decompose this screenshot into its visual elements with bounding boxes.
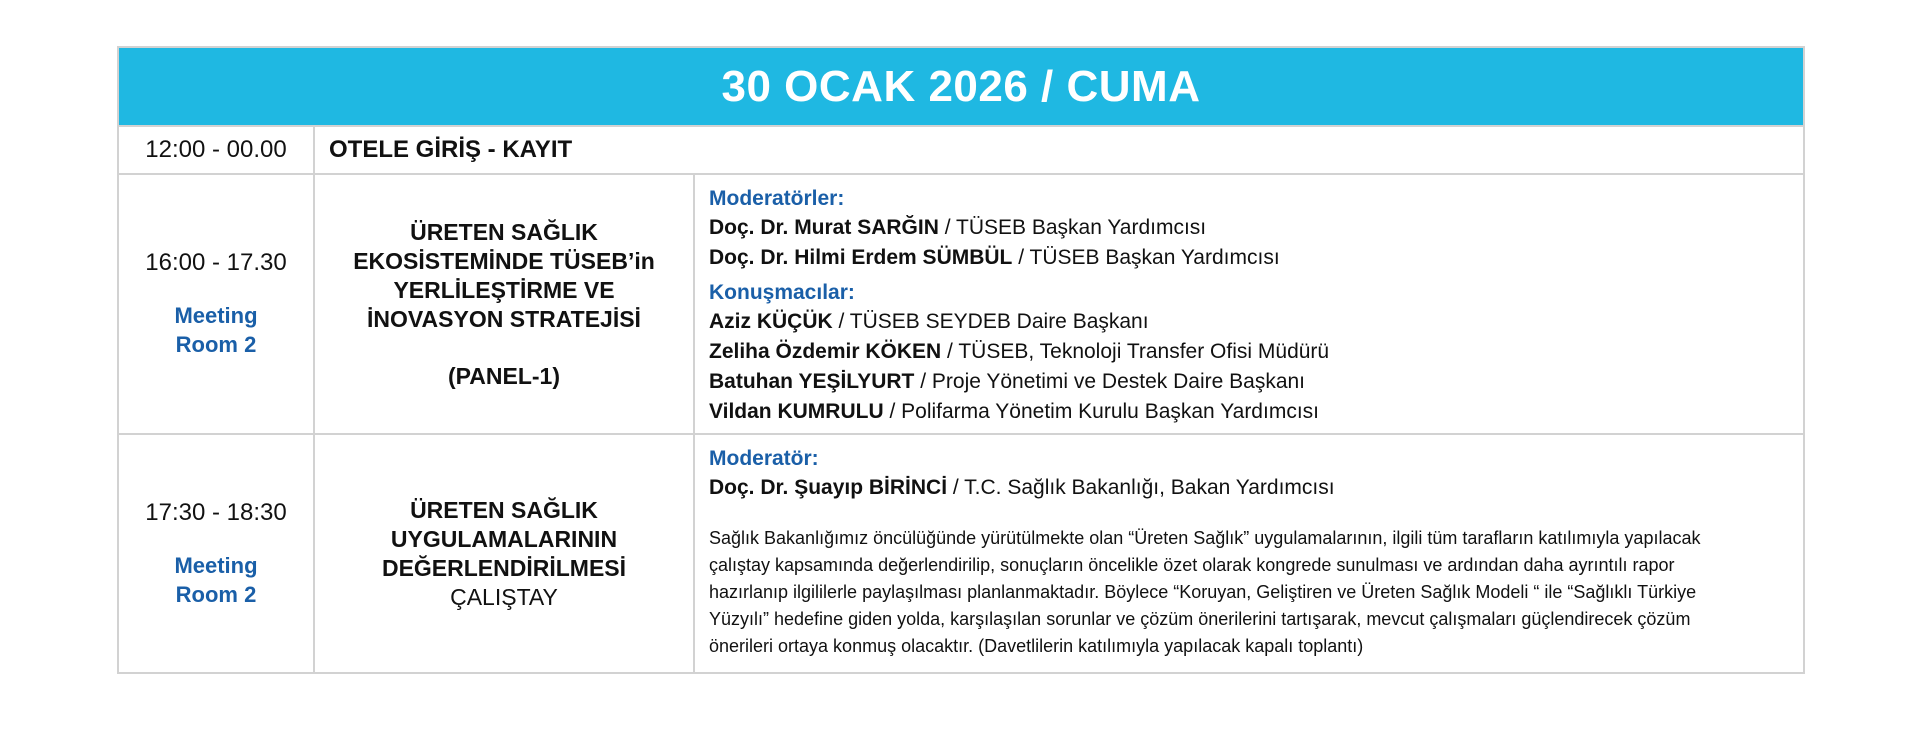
schedule-row-panel bbox=[119, 173, 1803, 433]
moderator-entry: Doç. Dr. Şuayıp BİRİNCİ / T.C. Sağlık Bakanlığı, Bakan Yardımcısı bbox=[709, 476, 1335, 499]
room-label: Meeting Room 2 bbox=[174, 303, 258, 357]
time-cell bbox=[119, 435, 315, 672]
session-subtitle: ÇALIŞTAY bbox=[450, 583, 558, 610]
session-title: ÜRETEN SAĞLIK EKOSİSTEMİNDE TÜSEB’in YERLİLEŞTİRME VE İNOVASYON STRATEJİSİ bbox=[353, 219, 655, 332]
schedule-row-registration bbox=[119, 125, 1803, 173]
session-title-cell bbox=[315, 175, 695, 433]
room-label: Meeting Room 2 bbox=[174, 552, 258, 607]
moderator-label: Moderatör: bbox=[709, 447, 819, 470]
schedule-table bbox=[117, 46, 1805, 674]
speaker-entry: Aziz KÜÇÜK / TÜSEB SEYDEB Daire Başkanı bbox=[709, 310, 1149, 333]
participants-cell bbox=[695, 175, 1803, 433]
speaker-entry: Vildan KUMRULU / Polifarma Yönetim Kurulu Başkan Yardımcısı bbox=[709, 400, 1319, 423]
speakers-label: Konuşmacılar: bbox=[709, 281, 855, 304]
time-slot: 16:00 - 17.30 bbox=[145, 249, 287, 276]
date-header: 30 OCAK 2026 / CUMA bbox=[119, 48, 1803, 125]
session-description: Sağlık Bakanlığımız öncülüğünde yürütülmekte olan “Üreten Sağlık” uygulamalarının, ilgili tüm tarafların katılımıyla yapılacak çalıştay kapsamında değerlendirilip, sonuçların öncelikle özet olarak kongrede sunulması ve ardından daha ayrıntılı rapor hazırlanıp ilgililerle paylaşılması planlanmaktadır. Böylece “Koruyan, Geliştiren ve Üreten Sağlık Modeli “ ile “Sağlıklı Türkiye Yüzyılı” hedefine giden yolda, karşılaşılan sorunlar ve çözüm önerilerini tartışarak, mevcut çalışmaları güçlendirecek çözüm önerileri ortaya konmuş olacaktır. (Davetlilerin katılımıyla yapılacak kapalı toplantı) bbox=[709, 528, 1701, 656]
speaker-entry: Batuhan YEŞİLYURT / Proje Yönetimi ve Destek Daire Başkanı bbox=[709, 370, 1306, 393]
time-cell bbox=[119, 175, 315, 433]
session-title-cell bbox=[315, 435, 695, 672]
moderators-label: Moderatörler: bbox=[709, 187, 845, 210]
moderator-entry: Doç. Dr. Murat SARĞIN / TÜSEB Başkan Yardımcısı bbox=[709, 216, 1207, 239]
schedule-row-workshop bbox=[119, 433, 1803, 672]
speaker-entry: Zeliha Özdemir KÖKEN / TÜSEB, Teknoloji Transfer Ofisi Müdürü bbox=[709, 340, 1330, 363]
time-slot: 17:30 - 18:30 bbox=[145, 498, 287, 526]
panel-label: (PANEL-1) bbox=[447, 363, 560, 389]
session-title: ÜRETEN SAĞLIK UYGULAMALARININ DEĞERLENDİRİLMESİ bbox=[381, 496, 627, 581]
moderator-entry: Doç. Dr. Hilmi Erdem SÜMBÜL / TÜSEB Başkan Yardımcısı bbox=[709, 246, 1280, 269]
time-slot: 12:00 - 00.00 bbox=[119, 127, 315, 173]
session-title: OTELE GİRİŞ - KAYIT bbox=[329, 136, 573, 163]
participants-cell bbox=[695, 435, 1803, 672]
